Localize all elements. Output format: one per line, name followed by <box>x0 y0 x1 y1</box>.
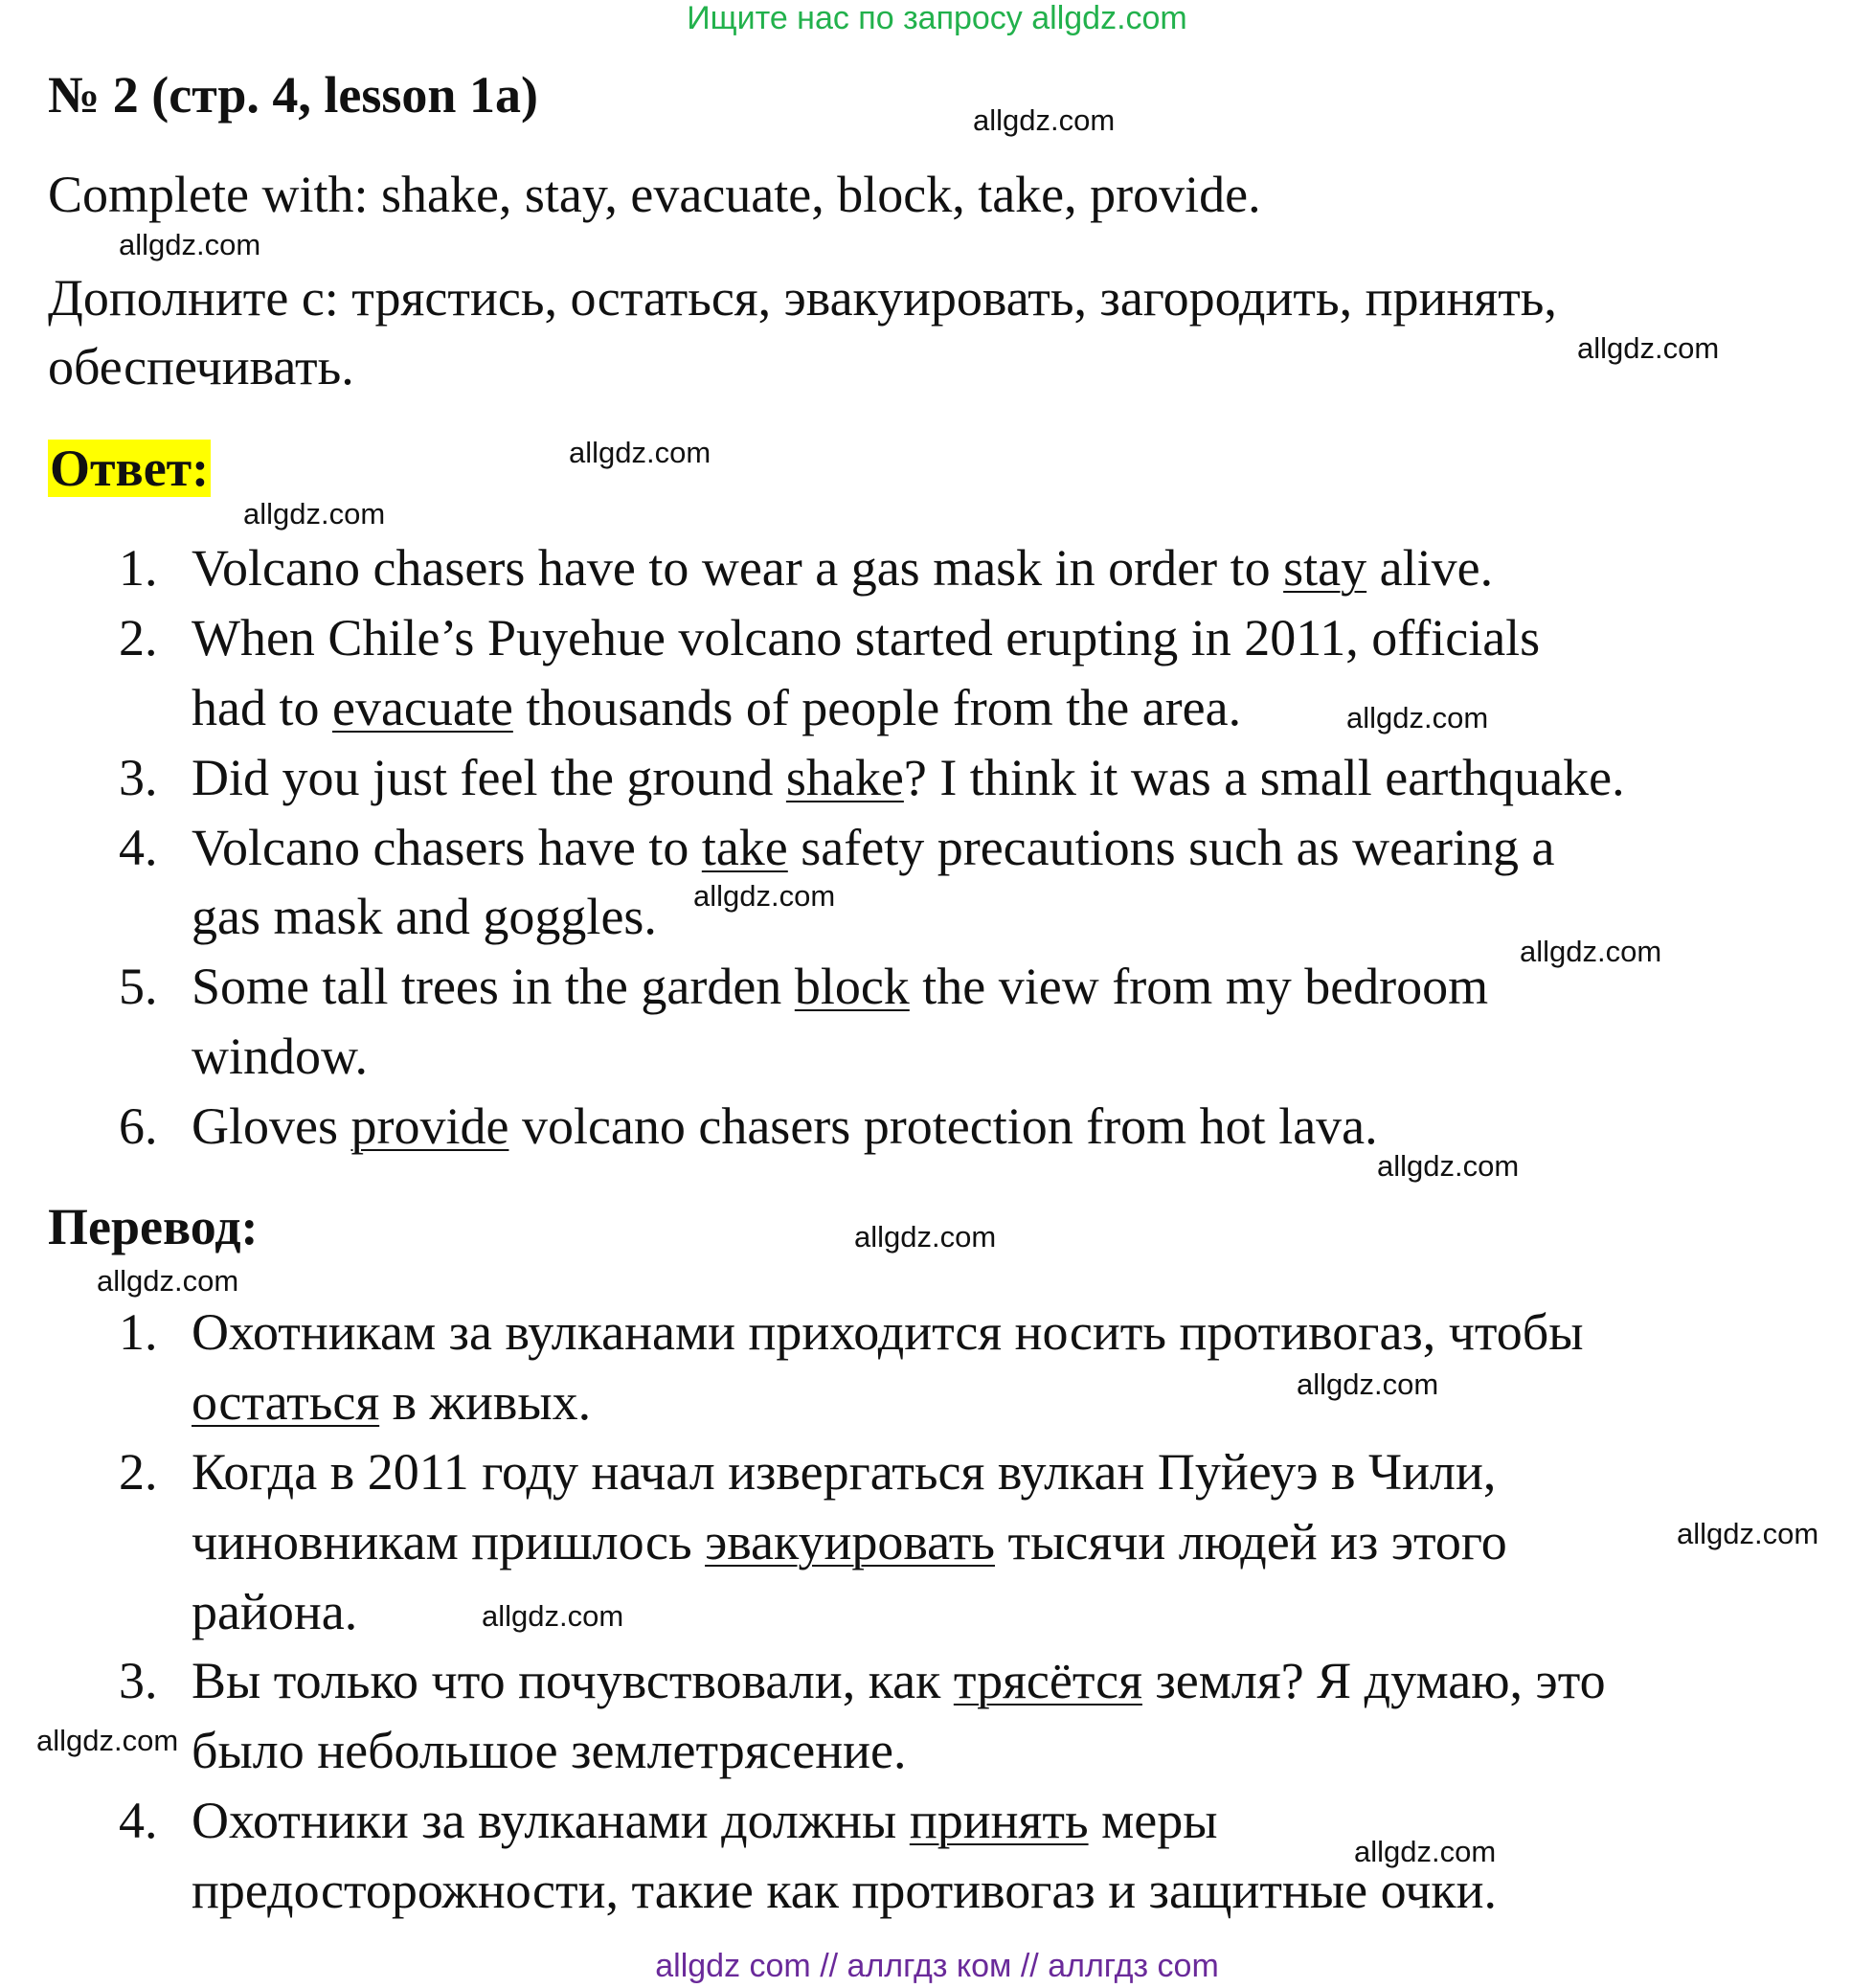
watermark: allgdz.com <box>693 879 836 913</box>
translation-word: остаться <box>192 1373 380 1431</box>
translation-line: остаться в живых. <box>192 1373 592 1431</box>
translation-word: трясётся <box>953 1652 1142 1709</box>
exercise-title: № 2 (стр. 4, lesson 1a) <box>48 66 538 124</box>
answer-line: window. <box>192 1028 368 1085</box>
translation-line: Охотникам за вулканами приходится носить противогаз, чтобы <box>192 1303 1584 1361</box>
top-banner: Ищите нас по запросу allgdz.com <box>687 0 1187 36</box>
translation-number: 4. <box>119 1792 158 1849</box>
watermark: allgdz.com <box>1577 331 1720 365</box>
translation-line: Охотники за вулканами должны принять меры <box>192 1792 1218 1849</box>
answer-heading <box>48 439 211 498</box>
watermark: allgdz.com <box>482 1599 624 1633</box>
answer-word: shake <box>785 749 904 806</box>
answer-number: 2. <box>119 609 158 666</box>
watermark: allgdz.com <box>1297 1367 1439 1401</box>
translation-word: принять <box>909 1792 1089 1849</box>
answer-line: Volcano chasers have to wear a gas mask in order to stay alive. <box>192 539 1494 597</box>
watermark: allgdz.com <box>1520 935 1662 968</box>
translation-line: района. <box>192 1583 358 1640</box>
watermark: allgdz.com <box>973 103 1116 137</box>
watermark: allgdz.com <box>97 1264 239 1298</box>
answer-heading-highlight: Ответ: <box>50 440 210 497</box>
translation-line: было небольшое землетрясение. <box>192 1722 907 1779</box>
watermark: allgdz.com <box>1377 1149 1520 1183</box>
watermark: allgdz.com <box>243 497 386 531</box>
watermark: allgdz.com <box>854 1220 997 1254</box>
watermark: allgdz.com <box>569 436 711 469</box>
answer-word: block <box>794 958 910 1015</box>
answer-word: take <box>701 819 788 876</box>
answer-word: evacuate <box>331 679 513 736</box>
translation-line: Вы только что почувствовали, как трясётся земля? Я думаю, это <box>192 1652 1606 1709</box>
translation-line: Когда в 2011 году начал извергаться вулкан Пуйеуэ в Чили, <box>192 1443 1497 1501</box>
answer-word: provide <box>350 1097 509 1155</box>
answer-line: Volcano chasers have to take safety precautions such as wearing a <box>192 819 1555 876</box>
translation-line: предосторожности, такие как противогаз и защитные очки. <box>192 1862 1498 1919</box>
answer-number: 1. <box>119 539 158 597</box>
answer-line: had to evacuate thousands of people from the area. <box>192 679 1242 736</box>
translation-number: 2. <box>119 1443 158 1501</box>
translation-word: эвакуировать <box>705 1513 995 1570</box>
answer-number: 3. <box>119 749 158 806</box>
instruction-english: Complete with: shake, stay, evacuate, block, take, provide. <box>48 166 1261 223</box>
answer-number: 6. <box>119 1097 158 1155</box>
instruction-russian-line-1: Дополните с: трястись, остаться, эвакуировать, загородить, принять, <box>48 269 1557 327</box>
watermark: allgdz.com <box>1346 701 1489 734</box>
answer-line: When Chile’s Puyehue volcano started erupting in 2011, officials <box>192 609 1541 666</box>
answer-line: Did you just feel the ground shake? I think it was a small earthquake. <box>192 749 1625 806</box>
answer-number: 5. <box>119 958 158 1015</box>
watermark: allgdz.com <box>1677 1517 1819 1550</box>
translation-line: чиновникам пришлось эвакуировать тысячи людей из этого <box>192 1513 1507 1570</box>
answer-number: 4. <box>119 819 158 876</box>
translation-number: 1. <box>119 1303 158 1361</box>
translation-number: 3. <box>119 1652 158 1709</box>
instruction-russian-line-2: обеспечивать. <box>48 338 354 395</box>
watermark: allgdz.com <box>36 1724 179 1757</box>
watermark: allgdz.com <box>1354 1835 1497 1868</box>
translation-heading: Перевод: <box>48 1198 259 1255</box>
answer-word: stay <box>1283 539 1367 597</box>
bottom-banner: allgdz com // аллгдз ком // аллгдз com <box>655 1948 1219 1984</box>
answer-line: Gloves provide volcano chasers protection from hot lava. <box>192 1097 1378 1155</box>
watermark: allgdz.com <box>119 228 261 261</box>
answer-line: gas mask and goggles. <box>192 888 657 945</box>
answer-line: Some tall trees in the garden block the view from my bedroom <box>192 958 1489 1015</box>
